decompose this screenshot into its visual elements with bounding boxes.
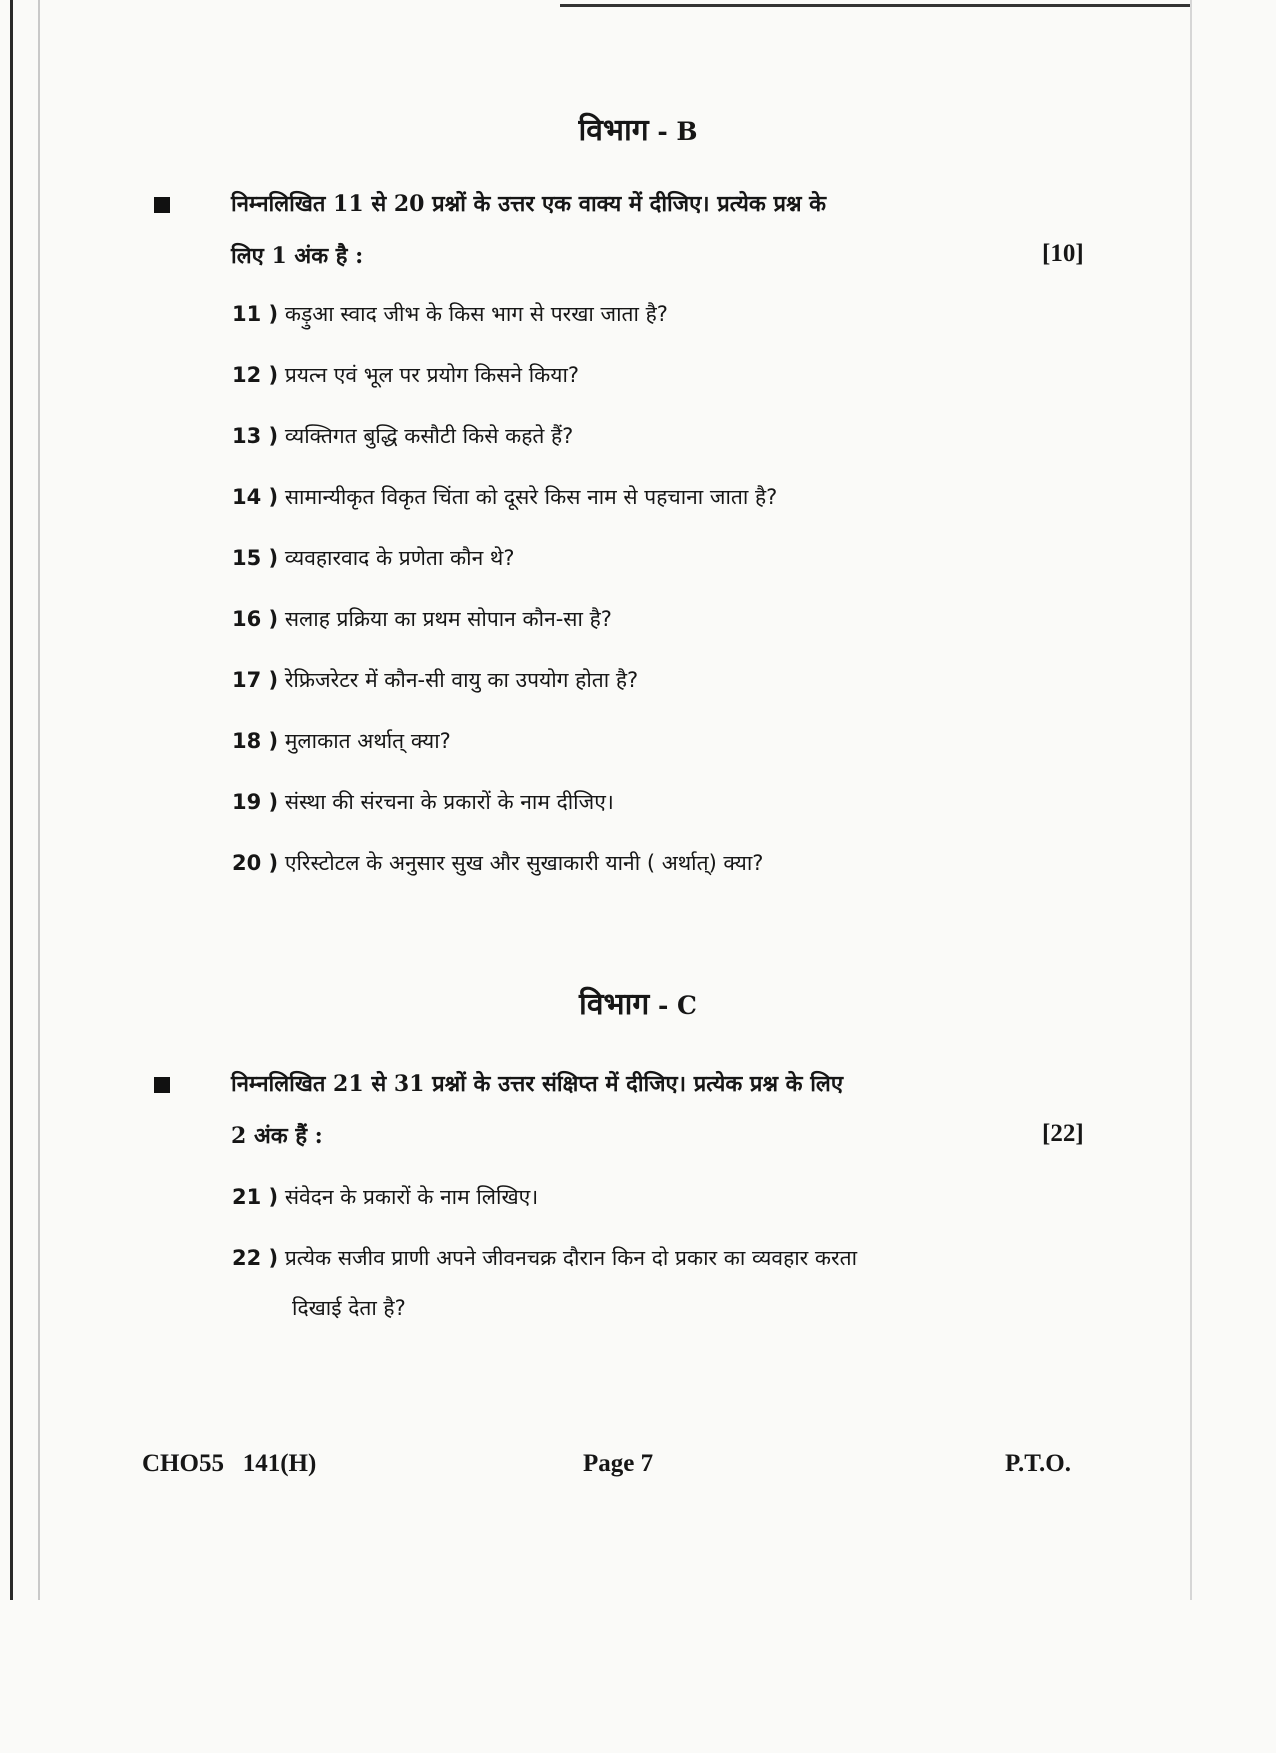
question-text: मुलाकात अर्थात् क्या? — [284, 729, 451, 753]
question-number: 12 ) — [232, 363, 279, 387]
question-text: संवेदन के प्रकारों के नाम लिखिए। — [284, 1185, 539, 1209]
question-13 — [232, 411, 992, 461]
question-number: 17 ) — [232, 668, 279, 692]
scan-edge-top — [560, 4, 1190, 7]
question-21 — [232, 1172, 992, 1222]
question-text: व्यक्तिगत बुद्धि कसौटी किसे कहते हैं? — [284, 424, 574, 448]
section-c-heading-hindi: विभाग — [579, 987, 650, 1022]
question-14 — [232, 472, 992, 522]
page-number: Page 7 — [583, 1450, 654, 1477]
scan-edge-left — [10, 0, 13, 1600]
question-number: 13 ) — [232, 424, 279, 448]
section-c-instruction — [231, 1058, 991, 1162]
section-b-heading-hindi: विभाग — [578, 113, 649, 148]
please-turn-over: P.T.O. — [1005, 1450, 1071, 1477]
question-text: सलाह प्रक्रिया का प्रथम सोपान कौन-सा है? — [284, 607, 612, 631]
scan-edge-left-faint — [38, 0, 40, 1600]
question-number: 20 ) — [232, 851, 279, 875]
section-c-heading-letter: - C — [649, 991, 697, 1020]
question-12 — [232, 350, 992, 400]
question-text: व्यवहारवाद के प्रणेता कौन थे? — [284, 546, 515, 570]
section-b-heading-letter: - B — [648, 117, 698, 146]
question-22 — [232, 1233, 992, 1333]
section-c-heading — [0, 982, 1276, 1023]
section-c-instruction-line2: 2 अंक हैं : — [231, 1123, 323, 1149]
question-11 — [232, 289, 992, 339]
section-b-instruction — [231, 178, 991, 282]
question-text: एरिस्टोटल के अनुसार सुख और सुखाकारी यानी ( अर्थात्) क्या? — [284, 851, 764, 875]
question-19 — [232, 777, 992, 827]
section-c-instruction-line1: निम्नलिखित 21 से 31 प्रश्नों के उत्तर संक्षिप्त में दीजिए। प्रत्येक प्रश्न के लिए — [231, 1071, 843, 1097]
section-c-bullet — [154, 1077, 170, 1093]
question-number: 18 ) — [232, 729, 279, 753]
question-text-continued: दिखाई देता है? — [292, 1296, 406, 1320]
question-text: कड़ुआ स्वाद जीभ के किस भाग से परखा जाता है? — [284, 302, 668, 326]
question-16 — [232, 594, 992, 644]
question-20 — [232, 838, 992, 888]
question-number: 15 ) — [232, 546, 279, 570]
question-number: 14 ) — [232, 485, 279, 509]
section-b-instruction-line1: निम्नलिखित 11 से 20 प्रश्नों के उत्तर एक वाक्य में दीजिए। प्रत्येक प्रश्न के — [231, 191, 827, 217]
question-number: 16 ) — [232, 607, 279, 631]
question-number: 11 ) — [232, 302, 279, 326]
question-17 — [232, 655, 992, 705]
question-18 — [232, 716, 992, 766]
question-text: संस्था की संरचना के प्रकारों के नाम दीजिए। — [284, 790, 614, 814]
question-number: 22 ) — [232, 1246, 279, 1270]
question-text: प्रत्येक सजीव प्राणी अपने जीवनचक्र दौरान किन दो प्रकार का व्यवहार करता — [284, 1246, 858, 1270]
section-b-marks: [10] — [1042, 240, 1084, 267]
question-number: 19 ) — [232, 790, 279, 814]
section-b-instruction-line2: लिए 1 अंक है : — [231, 243, 364, 269]
question-15 — [232, 533, 992, 583]
section-b-bullet — [154, 197, 170, 213]
section-b-heading — [0, 108, 1276, 149]
section-c-marks: [22] — [1042, 1120, 1084, 1147]
question-text: प्रयत्न एवं भूल पर प्रयोग किसने किया? — [284, 363, 580, 387]
question-number: 21 ) — [232, 1185, 279, 1209]
scan-edge-right — [1190, 0, 1192, 1600]
question-text: सामान्यीकृत विकृत चिंता को दूसरे किस नाम से पहचाना जाता है? — [284, 485, 778, 509]
paper-code: CHO55 141(H) — [142, 1450, 317, 1477]
question-text: रेफ्रिजरेटर में कौन-सी वायु का उपयोग होता है? — [284, 668, 639, 692]
